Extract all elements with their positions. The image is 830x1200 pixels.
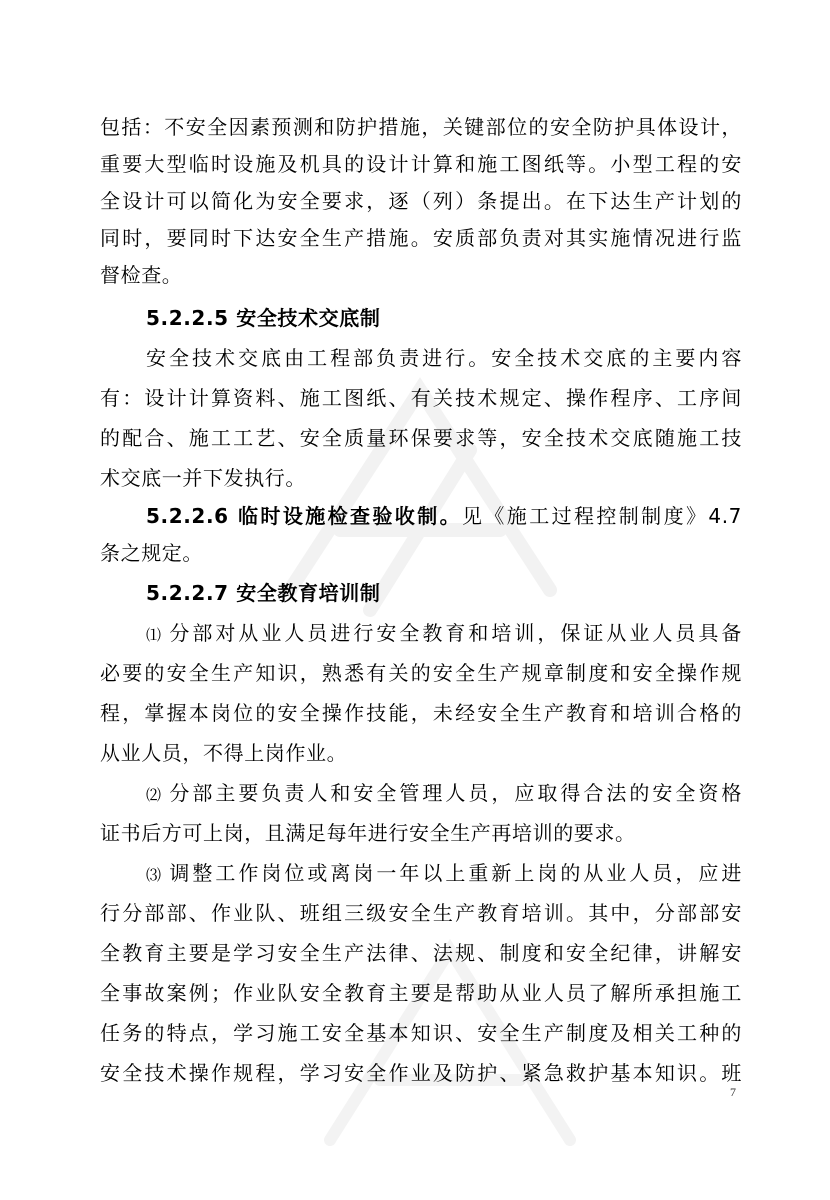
text-line: 行分部部、作业队、班组三级安全生产教育培训。其中，分部部安 <box>100 901 742 925</box>
section-heading-5226: 5.2.2.6 临时设施检查验收制。 <box>146 504 462 528</box>
text-line: 条之规定。 <box>100 541 203 565</box>
text-line: 督检查。 <box>100 263 183 287</box>
section-heading-5227: 5.2.2.7 安全教育培训制 <box>146 581 381 605</box>
text-line: 全事故案例；作业队安全教育主要是帮助从业人员了解所承担施工 <box>100 981 742 1005</box>
page-number: 7 <box>730 1085 736 1099</box>
list-number: ⑶ <box>146 866 164 884</box>
text-line: 重要大型临时设施及机具的设计计算和施工图纸等。小型工程的安 <box>100 152 742 176</box>
text-line: 全设计可以简化为安全要求，逐（列）条提出。在下达生产计划的 <box>100 189 742 213</box>
text-line: 的配合、施工工艺、安全质量环保要求等，安全技术交底随施工技 <box>100 426 742 450</box>
section-heading-5225: 5.2.2.5 安全技术交底制 <box>146 306 381 330</box>
text-line: 术交底一并下发执行。 <box>100 466 306 490</box>
list-item-1-line <box>146 613 742 653</box>
text-line: 安全技术操作规程，学习安全作业及防护、紧急救护基本知识。班 <box>100 1061 742 1085</box>
text-line: 从业人员，不得上岗作业。 <box>100 741 348 765</box>
list-item-text: 调整工作岗位或离岗一年以上重新上岗的从业人员，应进 <box>169 861 742 885</box>
list-item-3-line <box>146 853 742 893</box>
text-line: 证书后方可上岗，且满足每年进行安全生产再培训的要求。 <box>100 821 636 845</box>
text-line: 必要的安全生产知识，熟悉有关的安全生产规章制度和安全操作规 <box>100 661 742 685</box>
list-item-text: 分部对从业人员进行安全教育和培训，保证从业人员具备 <box>169 621 742 645</box>
section-5226-line <box>146 496 742 536</box>
list-item-text: 分部主要负责人和安全管理人员，应取得合法的安全资格 <box>169 781 742 805</box>
text-line: 任务的特点，学习施工安全基本知识、安全生产制度及相关工种的 <box>100 1021 742 1045</box>
text-line: 包括：不安全因素预测和防护措施，关键部位的安全防护具体设计， <box>100 115 742 139</box>
list-number: ⑴ <box>146 626 164 644</box>
text-line: 程，掌握本岗位的安全操作技能，未经安全生产教育和培训合格的 <box>100 701 742 725</box>
text-line: 安全技术交底由工程部负责进行。安全技术交底的主要内容 <box>146 346 742 370</box>
text-line: 全教育主要是学习安全生产法律、法规、制度和安全纪律，讲解安 <box>100 941 742 965</box>
text-line: 有：设计计算资料、施工图纸、有关技术规定、操作程序、工序间 <box>100 386 742 410</box>
section-5226-text: 见《施工过程控制制度》4.7 <box>462 504 742 528</box>
list-number: ⑵ <box>146 786 164 804</box>
text-line: 同时，要同时下达安全生产措施。安质部负责对其实施情况进行监 <box>100 226 742 250</box>
list-item-2-line <box>146 773 742 813</box>
